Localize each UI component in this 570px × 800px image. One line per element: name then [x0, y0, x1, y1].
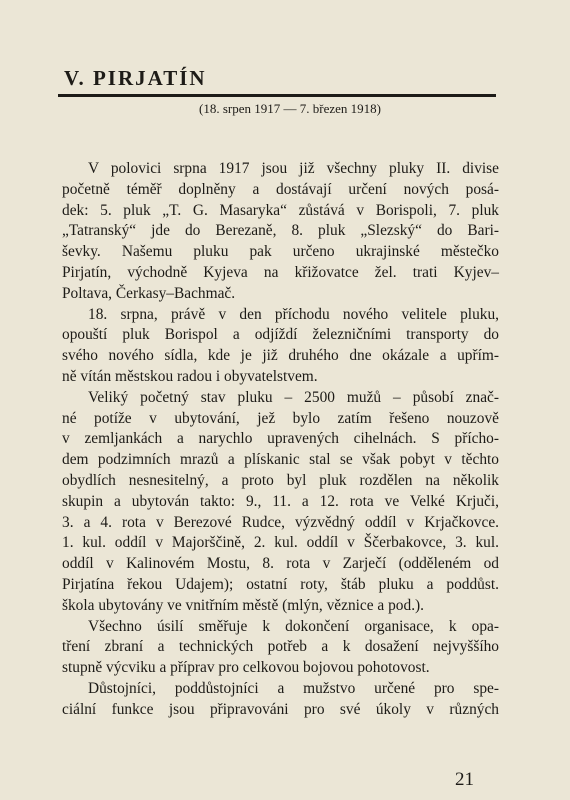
text-line: obydlích nesnesitelný, a proto byl pluk rozdělen na několik — [62, 471, 499, 489]
text-line: Pirjatín, východně Kyjeva na křižovatce žel. trati Kyjev– — [62, 263, 499, 281]
text-line: Pirjatína řekou Udajem); ostatní roty, štáb pluku a poddůst. — [62, 575, 499, 593]
text-line: V polovici srpna 1917 jsou již všechny pluky II. divise — [88, 160, 499, 177]
text-line: škola ubytovány ve vnitřním městě (mlýn, věznice a pod.). — [62, 596, 425, 614]
title-rule — [58, 94, 496, 97]
text-line: ně vítán městskou radou i obyvatelstvem. — [62, 367, 318, 385]
text-line: Poltava, Čerkasy–Bachmač. — [62, 284, 236, 302]
text-line: oddíl v Kalinovém Mostu, 8. rota v Zarječí (odděleném od — [62, 555, 499, 573]
text-line: dem podzimních mrazů a plískanic stal se však pobyt v těchto — [62, 451, 499, 469]
text-line: skupin a ubytován takto: 9., 11. a 12. rota ve Velké Krjuči, — [62, 492, 499, 510]
text-line: Důstojníci, poddůstojníci a mužstvo určené pro spe- — [88, 679, 499, 697]
text-line: Veliký početný stav pluku – 2500 mužů – působí znač- — [88, 388, 499, 406]
text-line: dek: 5. pluk „T. G. Masaryka“ zůstává v Borispoli, 7. pluk — [62, 201, 499, 219]
text-line: svého nového sídla, kde je již druhého dne okázale a upřím- — [62, 347, 499, 365]
chapter-title: V. PIRJATÍN — [64, 66, 207, 90]
chapter-date-range: (18. srpen 1917 — 7. březen 1918) — [199, 101, 381, 116]
body-text — [62, 159, 499, 721]
text-line: v zemljankách a narychlo upravených cihelnách. S přícho- — [62, 430, 499, 448]
text-line: početně téměř doplněny a dostávají určení nových posá- — [62, 180, 499, 198]
text-line: 3. a 4. rota v Berezové Rudce, výzvědný oddíl v Krjačkovce. — [62, 513, 499, 531]
text-line: „Tatranský“ jde do Berezaně, 8. pluk „Slezský“ do Bari- — [62, 222, 499, 240]
text-line: Všechno úsilí směřuje k dokončení organisace, k opa- — [88, 617, 499, 635]
text-line: 1. kul. oddíl v Majorščině, 2. kul. oddíl v Ščerbakovce, 3. kul. — [62, 534, 499, 552]
text-line: né potíže v ubytování, jež bylo zatím řešeno nouzově — [62, 409, 499, 427]
text-line: 18. srpna, právě v den příchodu nového velitele pluku, — [88, 305, 499, 323]
page-number: 21 — [455, 769, 474, 790]
text-line: opouští pluk Borispol a odjíždí železničními transporty do — [62, 326, 499, 344]
text-line: tření zbraní a technických potřeb a k dosažení nejvyššího — [62, 638, 499, 656]
text-line: ciální funkce jsou připravováni pro své úkoly v různých — [62, 700, 499, 718]
text-line: stupně výcviku a příprav pro celkovou bojovou pohotovost. — [62, 659, 430, 677]
text-line: ševky. Našemu pluku pak určeno ukrajinské městečko — [62, 243, 499, 261]
